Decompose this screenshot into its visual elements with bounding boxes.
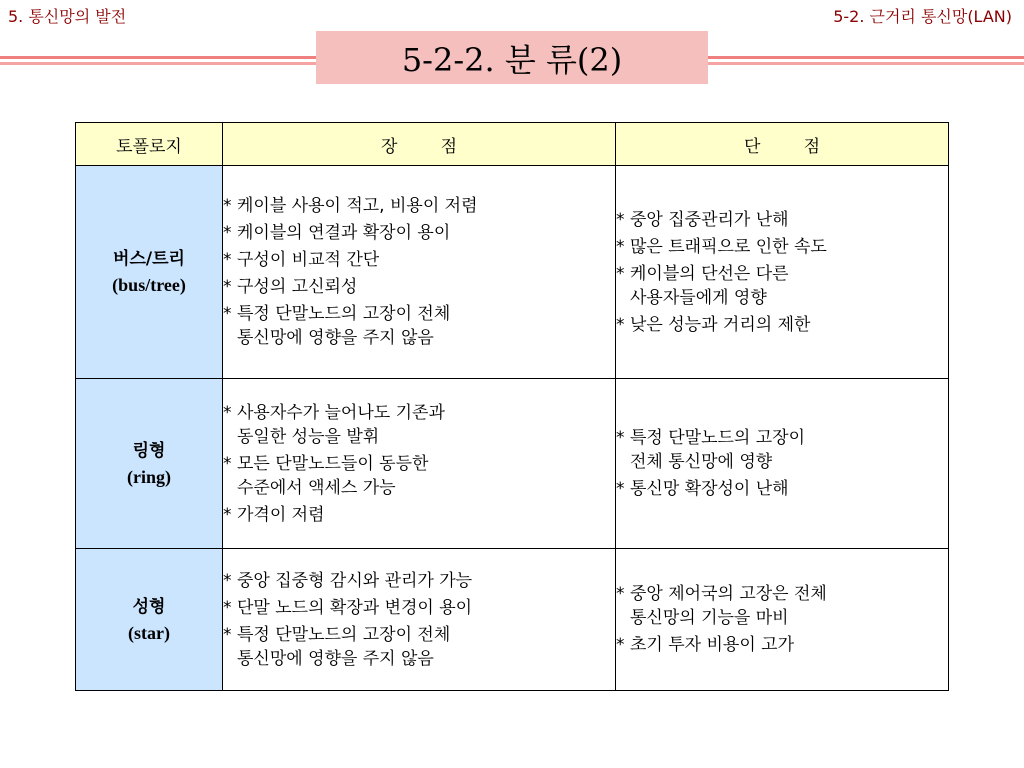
advantage-item xyxy=(223,221,615,245)
item-text: 특정 단말노드의 고장이 전체 통신망에 영향을 주지 않음 xyxy=(237,624,451,669)
bullet-marker: * xyxy=(223,504,232,525)
bullet-marker: * xyxy=(223,304,232,324)
disadvantages-cell xyxy=(616,166,949,379)
bullet-marker: * xyxy=(223,277,232,297)
advantage-item xyxy=(223,194,615,218)
header-disadvantages: 단 점 xyxy=(616,123,949,166)
disadvantage-item xyxy=(616,426,948,474)
item-text: 통신망 확장성이 난해 xyxy=(630,479,789,499)
bullet-marker: * xyxy=(616,263,625,284)
table-row xyxy=(76,166,949,379)
topology-name-en: (bus/tree) xyxy=(112,275,186,295)
subsection-label: 5-2. 근거리 통신망(LAN) xyxy=(833,7,1012,26)
topology-cell xyxy=(76,166,223,379)
disadvantages-cell xyxy=(616,379,949,549)
table-row xyxy=(76,379,949,549)
bullet-marker: * xyxy=(616,584,625,604)
item-text: 구성이 비교적 간단 xyxy=(237,250,380,270)
advantage-item xyxy=(223,569,615,593)
advantages-cell xyxy=(223,549,616,691)
bullet-marker: * xyxy=(223,250,232,270)
item-text: 사용자수가 늘어나도 기존과 동일한 성능을 발휘 xyxy=(237,402,445,447)
bullet-marker: * xyxy=(223,223,232,243)
item-text: 중앙 집중관리가 난해 xyxy=(630,209,789,230)
topology-name-en: (ring) xyxy=(127,466,171,487)
bullet-marker: * xyxy=(223,570,232,591)
advantage-item xyxy=(223,596,615,620)
bullet-marker: * xyxy=(616,428,625,448)
slide-title: 5-2-2. 분 류(2) xyxy=(316,31,708,84)
bullet-marker: * xyxy=(223,196,232,216)
bullet-marker: * xyxy=(616,314,625,335)
topology-name-ko: 버스/트리 xyxy=(113,249,185,269)
topology-name-en: (star) xyxy=(128,622,170,643)
item-text: 낮은 성능과 거리의 제한 xyxy=(630,314,811,335)
item-text: 초기 투자 비용이 고가 xyxy=(630,635,795,655)
bullet-marker: * xyxy=(616,236,625,257)
advantage-item xyxy=(223,623,615,671)
disadvantages-cell xyxy=(616,549,949,691)
topology-comparison-table xyxy=(75,122,949,691)
item-text: 구성의 고신뢰성 xyxy=(237,277,358,297)
bullet-marker: * xyxy=(223,624,232,645)
advantage-item xyxy=(223,302,615,350)
disadvantage-item xyxy=(616,477,948,501)
disadvantage-item xyxy=(616,235,948,259)
topology-cell xyxy=(76,379,223,549)
disadvantage-item xyxy=(616,313,948,337)
item-text: 케이블의 연결과 확장이 용이 xyxy=(237,223,451,243)
bullet-marker: * xyxy=(223,597,232,618)
item-text: 많은 트래픽으로 인한 속도 xyxy=(630,236,827,257)
item-text: 단말 노드의 확장과 변경이 용이 xyxy=(237,597,473,618)
advantage-item xyxy=(223,452,615,500)
advantage-item xyxy=(223,248,615,272)
topology-cell xyxy=(76,549,223,691)
item-text: 케이블 사용이 적고, 비용이 저렴 xyxy=(237,196,478,216)
disadvantage-item xyxy=(616,208,948,232)
item-text: 특정 단말노드의 고장이 전체 통신망에 영향 xyxy=(630,428,806,472)
disadvantage-item xyxy=(616,633,948,657)
advantage-item xyxy=(223,401,615,449)
advantages-cell xyxy=(223,166,616,379)
item-text: 케이블의 단선은 다른 사용자들에게 영향 xyxy=(630,263,789,308)
advantages-cell xyxy=(223,379,616,549)
topology-name-ko: 링형 xyxy=(132,440,166,461)
bullet-marker: * xyxy=(223,453,232,474)
item-text: 특정 단말노드의 고장이 전체 통신망에 영향을 주지 않음 xyxy=(237,304,451,348)
header-topology: 토폴로지 xyxy=(76,123,223,166)
bullet-marker: * xyxy=(616,635,625,655)
table-row xyxy=(76,549,949,691)
advantage-item xyxy=(223,503,615,527)
section-label: 5. 통신망의 발전 xyxy=(8,7,127,26)
bullet-marker: * xyxy=(616,209,625,230)
item-text: 모든 단말노드들이 동등한 수준에서 액세스 가능 xyxy=(237,453,429,498)
item-text: 가격이 저렴 xyxy=(237,504,325,525)
header-advantages: 장 점 xyxy=(223,123,616,166)
topology-name-ko: 성형 xyxy=(132,596,166,617)
bullet-marker: * xyxy=(223,402,232,423)
disadvantage-item xyxy=(616,262,948,310)
item-text: 중앙 제어국의 고장은 전체 통신망의 기능을 마비 xyxy=(630,584,827,628)
advantage-item xyxy=(223,275,615,299)
table-header-row xyxy=(76,123,949,166)
disadvantage-item xyxy=(616,582,948,630)
item-text: 중앙 집중형 감시와 관리가 가능 xyxy=(237,570,473,591)
bullet-marker: * xyxy=(616,479,625,499)
